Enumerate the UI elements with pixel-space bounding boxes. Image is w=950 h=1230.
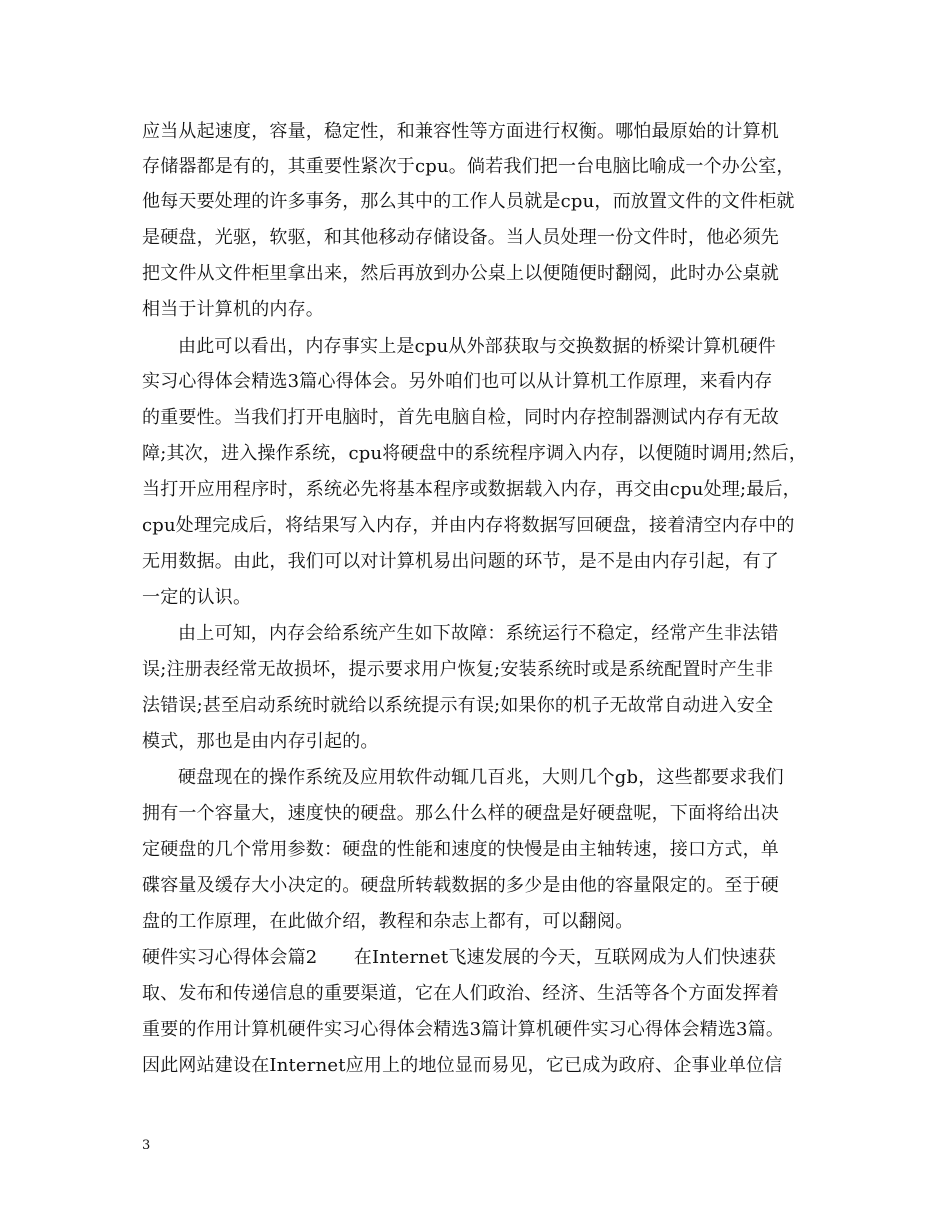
text-line: 把文件从文件柜里拿出来，然后再放到办公桌上以便随便时翻阅，此时办公桌就 bbox=[142, 263, 779, 284]
section-heading-line: 硬件实习心得体会篇2 在Internet飞速发展的今天，互联网成为人们快速获 bbox=[142, 947, 776, 968]
text-line: 是硬盘，光驱，软驱，和其他移动存储设备。当人员处理一份文件时，他必须先 bbox=[142, 227, 779, 248]
text-line: 法错误;甚至启动系统时就给以系统提示有误;如果你的机子无故常自动进入安全 bbox=[142, 695, 774, 716]
text-line: cpu处理完成后，将结果写入内存，并由内存将数据写回硬盘，接着清空内存中的 bbox=[142, 515, 795, 536]
text-line: 障;其次，进入操作系统，cpu将硬盘中的系统程序调入内存，以便随时调用;然后， bbox=[142, 443, 808, 464]
paragraph-first-line: 由上可知，内存会给系统产生如下故障：系统运行不稳定，经常产生非法错 bbox=[178, 623, 779, 644]
text-line: 存储器都是有的，其重要性紧次于cpu。倘若我们把一台电脑比喻成一个办公室， bbox=[142, 156, 795, 177]
text-line: 取、发布和传递信息的重要渠道，它在人们政治、经济、生活等各个方面发挥着 bbox=[142, 983, 779, 1004]
page-number: 3 bbox=[142, 1138, 151, 1153]
text-line: 碟容量及缓存大小决定的。硬盘所转载数据的多少是由他的容量限定的。至于硬 bbox=[142, 875, 779, 896]
text-line: 的重要性。当我们打开电脑时，首先电脑自检，同时内存控制器测试内存有无故 bbox=[142, 407, 779, 428]
text-line: 实习心得体会精选3篇心得体会。另外咱们也可以从计算机工作原理，来看内存 bbox=[142, 371, 773, 392]
text-line: 定硬盘的几个常用参数：硬盘的性能和速度的快慢是由主轴转速，接口方式，单 bbox=[142, 839, 779, 860]
paragraph-first-line: 硬盘现在的操作系统及应用软件动辄几百兆，大则几个gb，这些都要求我们 bbox=[178, 767, 784, 788]
text-line: 一定的认识。 bbox=[142, 587, 252, 608]
text-line: 他每天要处理的许多事务，那么其中的工作人员就是cpu，而放置文件的文件柜就 bbox=[142, 191, 795, 212]
text-line: 当打开应用程序时，系统必先将基本程序或数据载入内存，再交由cpu处理;最后， bbox=[142, 479, 801, 500]
text-line: 拥有一个容量大，速度快的硬盘。那么什么样的硬盘是好硬盘呢，下面将给出决 bbox=[142, 803, 779, 824]
text-line: 相当于计算机的内存。 bbox=[142, 299, 324, 320]
text-line: 盘的工作原理，在此做介绍，教程和杂志上都有，可以翻阅。 bbox=[142, 911, 634, 932]
text-line: 模式，那也是由内存引起的。 bbox=[142, 731, 379, 752]
text-line: 误;注册表经常无故损坏，提示要求用户恢复;安装系统时或是系统配置时产生非 bbox=[142, 659, 774, 680]
text-line: 应当从起速度，容量，稳定性，和兼容性等方面进行权衡。哪怕最原始的计算机 bbox=[142, 121, 779, 142]
paragraph-first-line: 由此可以看出，内存事实上是cpu从外部获取与交换数据的桥梁计算机硬件 bbox=[178, 336, 776, 357]
text-line: 重要的作用计算机硬件实习心得体会精选3篇计算机硬件实习心得体会精选3篇。 bbox=[142, 1019, 785, 1040]
text-line: 因此网站建设在Internet应用上的地位显而易见，它已成为政府、企事业单位信 bbox=[142, 1055, 783, 1076]
text-line: 无用数据。由此，我们可以对计算机易出问题的环节，是不是由内存引起，有了 bbox=[142, 551, 779, 572]
